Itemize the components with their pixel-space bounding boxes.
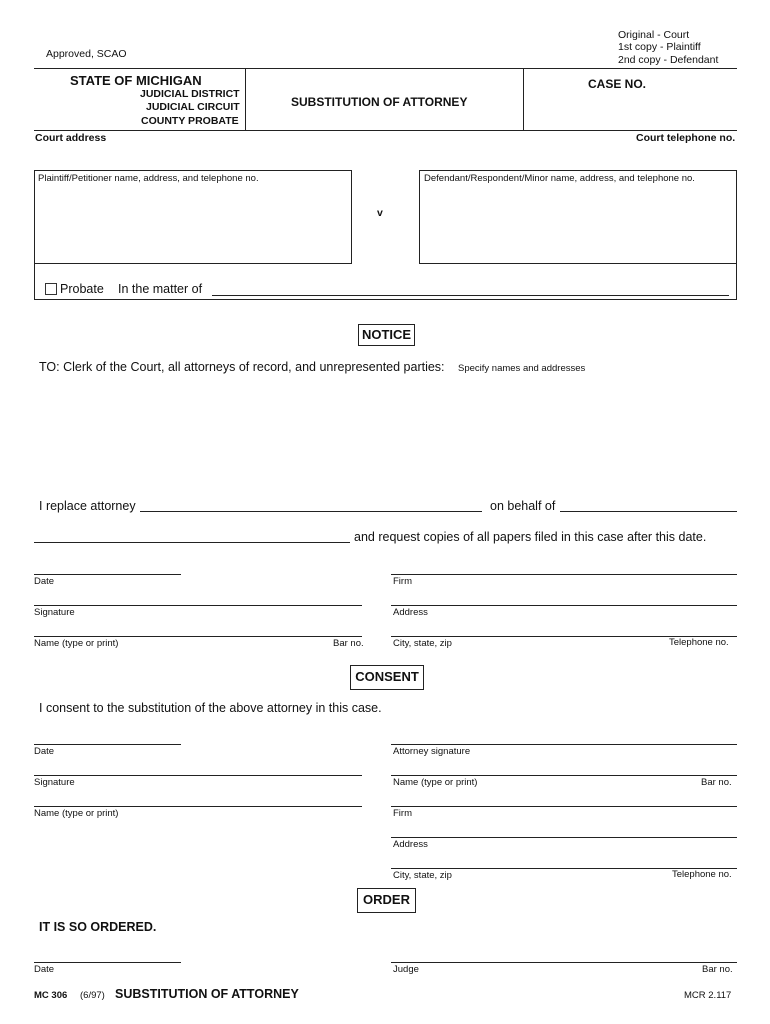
consent-attorney-name-label: Name (type or print) <box>393 777 478 788</box>
distribution-plaintiff: 1st copy - Plaintiff <box>618 41 701 53</box>
notice-to-line: TO: Clerk of the Court, all attorneys of record, and unrepresented parties: <box>39 360 445 374</box>
replace-attorney-label: I replace attorney <box>39 499 136 513</box>
order-bar-no-label: Bar no. <box>702 964 733 975</box>
specify-instruction: Specify names and addresses <box>458 363 586 374</box>
notice-name-input[interactable] <box>34 636 362 637</box>
new-attorney-input[interactable] <box>34 542 350 543</box>
consent-statement: I consent to the substitution of the above attorney in this case. <box>39 701 382 715</box>
order-statement: IT IS SO ORDERED. <box>39 920 157 934</box>
order-heading: ORDER <box>357 888 416 913</box>
consent-city-label: City, state, zip <box>393 870 452 881</box>
consent-address-label: Address <box>393 839 428 850</box>
header-divider-right <box>523 68 524 130</box>
notice-firm-label: Firm <box>393 576 412 587</box>
request-copies-text: and request copies of all papers filed in this case after this date. <box>354 530 707 544</box>
plaintiff-box[interactable] <box>34 170 352 264</box>
versus-label: v <box>377 207 383 219</box>
court-rule: MCR 2.117 <box>684 990 732 1001</box>
court-judicial-circuit: JUDICIAL CIRCUIT <box>146 101 240 113</box>
plaintiff-label: Plaintiff/Petitioner name, address, and telephone no. <box>38 173 259 184</box>
notice-address-label: Address <box>393 607 428 618</box>
state-title: STATE OF MICHIGAN <box>70 73 202 88</box>
defendant-label: Defendant/Respondent/Minor name, address, and telephone no. <box>424 173 695 184</box>
order-date-input[interactable] <box>34 962 181 963</box>
consent-date-input[interactable] <box>34 744 181 745</box>
court-address-label: Court address <box>35 132 107 144</box>
notice-signature-label: Signature <box>34 607 75 618</box>
consent-telephone-label: Telephone no. <box>672 869 732 880</box>
on-behalf-input[interactable] <box>560 511 737 512</box>
notice-name-label: Name (type or print) <box>34 638 119 649</box>
notice-signature-input[interactable] <box>34 605 362 606</box>
consent-signature-label: Signature <box>34 777 75 788</box>
judge-signature-input[interactable] <box>391 962 737 963</box>
court-telephone-label: Court telephone no. <box>636 132 736 144</box>
order-date-label: Date <box>34 964 55 975</box>
consent-name-label: Name (type or print) <box>34 808 119 819</box>
judge-label: Judge <box>393 964 419 975</box>
header-divider-left <box>245 68 246 130</box>
consent-name-input[interactable] <box>34 806 362 807</box>
form-title: SUBSTITUTION OF ATTORNEY <box>291 95 468 109</box>
notice-date-input[interactable] <box>34 574 181 575</box>
header-top-rule <box>34 68 737 69</box>
form-number: MC 306 <box>34 990 68 1001</box>
notice-date-label: Date <box>34 576 55 587</box>
notice-firm-input[interactable] <box>391 574 737 575</box>
distribution-original: Original - Court <box>618 29 690 41</box>
consent-firm-label: Firm <box>393 808 412 819</box>
notice-heading: NOTICE <box>358 324 415 346</box>
header-bottom-rule <box>34 130 737 131</box>
distribution-defendant: 2nd copy - Defendant <box>618 54 719 66</box>
case-number-label: CASE NO. <box>588 77 647 91</box>
consent-heading: CONSENT <box>350 665 424 690</box>
matter-label: In the matter of <box>118 282 203 296</box>
consent-address-input[interactable] <box>391 837 737 838</box>
footer-title: SUBSTITUTION OF ATTORNEY <box>115 987 299 1001</box>
consent-attorney-signature-label: Attorney signature <box>393 746 471 757</box>
consent-date-label: Date <box>34 746 55 757</box>
replaced-attorney-input[interactable] <box>140 511 482 512</box>
form-revision: (6/97) <box>80 990 105 1001</box>
court-judicial-district: JUDICIAL DISTRICT <box>140 88 240 100</box>
notice-city-label: City, state, zip <box>393 638 452 649</box>
probate-label: Probate <box>60 282 104 296</box>
defendant-box[interactable] <box>419 170 737 264</box>
consent-signature-input[interactable] <box>34 775 362 776</box>
on-behalf-label: on behalf of <box>490 499 556 513</box>
consent-firm-input[interactable] <box>391 806 737 807</box>
probate-checkbox[interactable] <box>45 283 57 295</box>
matter-input[interactable] <box>212 295 729 296</box>
court-county-probate: COUNTY PROBATE <box>141 115 239 127</box>
consent-attorney-name-input[interactable] <box>391 775 737 776</box>
notice-address-input[interactable] <box>391 605 737 606</box>
consent-bar-no-label: Bar no. <box>701 777 732 788</box>
consent-attorney-signature-input[interactable] <box>391 744 737 745</box>
notice-bar-no-label: Bar no. <box>333 638 364 649</box>
notice-telephone-label: Telephone no. <box>669 637 729 648</box>
approval-note: Approved, SCAO <box>46 48 127 60</box>
